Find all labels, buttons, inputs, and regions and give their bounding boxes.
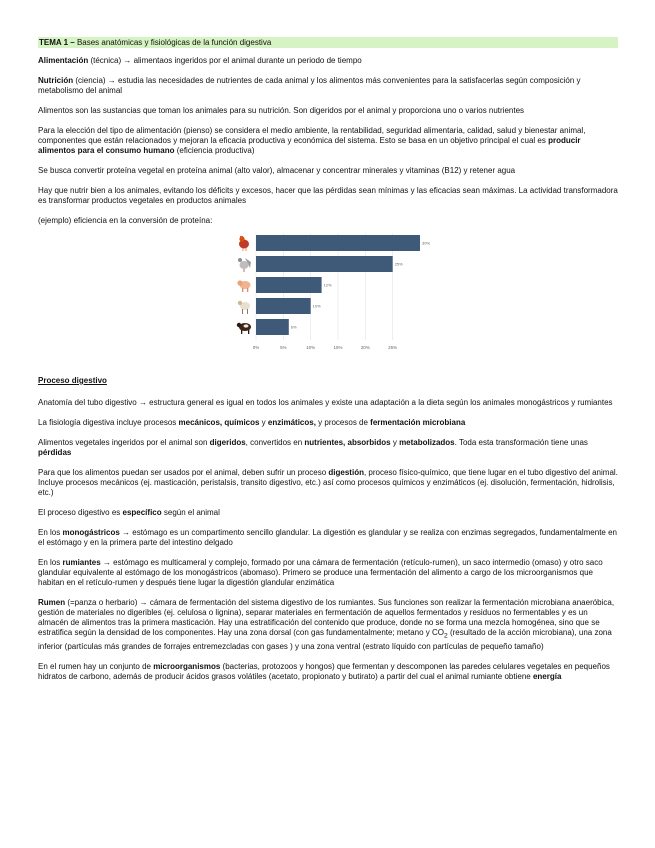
paragraph-anatomia: Anatomía del tubo digestivo → estructura general es igual en todos los animales y existe una adaptación a la dieta según los animales monogástricos y rumiantes	[38, 398, 613, 407]
x-tick-label: 0%	[252, 345, 260, 350]
paragraph-alimentos: Alimentos son las sustancias que toman los animales para su nutrición. Son digeridos por el animal y proporciona uno o varios nutrientes	[38, 106, 525, 115]
chicken-icon	[239, 236, 249, 251]
bar-value-label: 10%	[312, 303, 321, 309]
bar-value-label: 25%	[394, 261, 403, 267]
paragraph-nutricion: Nutrición (ciencia) → estudia las necesidades de nutrientes de cada animal y los alimentos más convenientes para la satisfacerlas según composición y metabolismo del animal	[38, 76, 581, 95]
sheep-icon	[238, 301, 250, 314]
cattle-icon	[237, 323, 251, 334]
x-tick-label: 5%	[280, 345, 287, 350]
bar	[256, 256, 393, 272]
pig-icon	[237, 280, 250, 292]
topic-title-prefix: TEMA 1 –	[39, 38, 77, 47]
bar-value-label: 30%	[422, 240, 431, 246]
paragraph-nutrir: Hay que nutrir bien a los animales, evitando los déficits y excesos, hacer que las pérdidas sean mínimas y las eficacias sean máximas. La actividad transformadora es transformar productos vegetales en productos animales	[38, 186, 618, 205]
paragraph-rumen: Rumen (=panza o herbario) → cámara de fermentación del sistema digestivo de los rumiantes. Sus funciones son realizar la fermentación microbiana anaeróbica, gestión de materiales no digeribles (ej. celulosa o lignina), separar materiales en fermentación de aquellos fermentados y residuos no fermentables y es un almacén de alimentos tras la primera masticación. Hay una estratificación del contenido que produce, donde no se forma una mezcla homogénea, sino que se estratifica según la densidad de los componentes. Hay una zona dorsal (con gas fundamentalmente; metano y $CO_2$ (resultado de la acción microbiana), una zona inferior (partículas más grandes de forrajes entremezcladas con gases ) y una zona ventral (estrato líquido con partículas de pequeño tamaño)	[38, 598, 615, 651]
bar	[256, 235, 420, 251]
bar	[256, 319, 289, 335]
section-title: Proceso digestivo	[38, 376, 107, 385]
x-tick-label: 25%	[388, 345, 398, 350]
paragraph-alimentacion: Alimentación (técnica) → alimentaos ingeridos por el animal durante un periodo de tiempo	[38, 56, 362, 65]
protein-efficiency-chart	[38, 232, 618, 362]
paragraph-digestion: Para que los alimentos puedan ser usados por el animal, deben sufrir un proceso digestión, proceso físico-químico, que tiene lugar en el tubo digestivo del animal. Incluye procesos mecánicos (ej. masticación, peristalsis, transito digestivo, etc.) así como procesos químicos y enzimáticos (ej. disolución, fermentación, hidrolisis, etc.)	[38, 468, 618, 497]
topic-title	[38, 37, 618, 48]
chart-svg	[38, 232, 618, 362]
x-tick-label: 20%	[360, 345, 370, 350]
paragraph-fisiologia: La fisiología digestiva incluye procesos mecánicos, químicos y enzimáticos, y procesos de fermentación microbiana	[38, 418, 466, 427]
paragraph-rumiantes: En los rumiantes → estómago es multicameral y complejo, formado por una cámara de fermentación (retículo-rumen), un saco intermedio (omaso) y otro saco glandular equivalente al estómago de los monogástricos (abomaso). Primero se produce una fermentación del alimento a cargo de los microorganismos que habitan en el retículo-rumen y después tiene lugar la digestión glandular enzimática	[38, 558, 603, 587]
x-tick-label: 10%	[306, 345, 316, 350]
x-tick-label: 15%	[333, 345, 343, 350]
paragraph-alimentos-vegetales: Alimentos vegetales ingeridos por el animal son digeridos, convertidos en nutrientes, absorbidos y metabolizados. Toda esta transformación tiene unas pérdidas	[38, 438, 588, 457]
paragraph-proteina: Se busca convertir proteína vegetal en proteína animal (alto valor), almacenar y concentrar minerales y vitaminas (B12) y retener agua	[38, 166, 516, 175]
bar-value-label: 6%	[290, 324, 297, 330]
paragraph-eleccion: Para la elección del tipo de alimentación (pienso) se considera el medio ambiente, la rentabilidad, seguridad alimentaria, calidad, salud y bienestar animal, componentes que están relacionados y mejoran la eficacia productiva y económica del sistema. Esto se basa en un objetivo principal el cual es producir alimentos para el consumo humano (eficiencia productiva)	[38, 126, 586, 155]
turkey-icon	[238, 258, 251, 272]
bar	[256, 277, 322, 293]
bar-value-label: 12%	[323, 282, 332, 288]
document-content	[38, 37, 618, 692]
paragraph-microorganismos: En el rumen hay un conjunto de microorganismos (bacterias, protozoos y hongos) que fermentan y descomponen las paredes celulares vegetales en pequeños hidratos de carbono, además de producir ácidos grasos volátiles (acetato, propionato y butirato) a partir del cual el animal rumiante obtiene energía	[38, 661, 610, 681]
paragraph-especifico: El proceso digestivo es específico según el animal	[38, 508, 220, 517]
bar	[256, 298, 311, 314]
paragraph-ejemplo: (ejemplo) eficiencia en la conversión de proteína:	[38, 216, 213, 225]
paragraph-monogastricos: En los monogástricos → estómago es un compartimento sencillo glandular. La digestión es glandular y se realiza con enzimas segregados, fundamentalmente en el estómago y en la primera parte del intestino delgado	[38, 528, 617, 547]
topic-title-text: Bases anatómicas y fisiológicas de la función digestiva	[76, 38, 272, 47]
